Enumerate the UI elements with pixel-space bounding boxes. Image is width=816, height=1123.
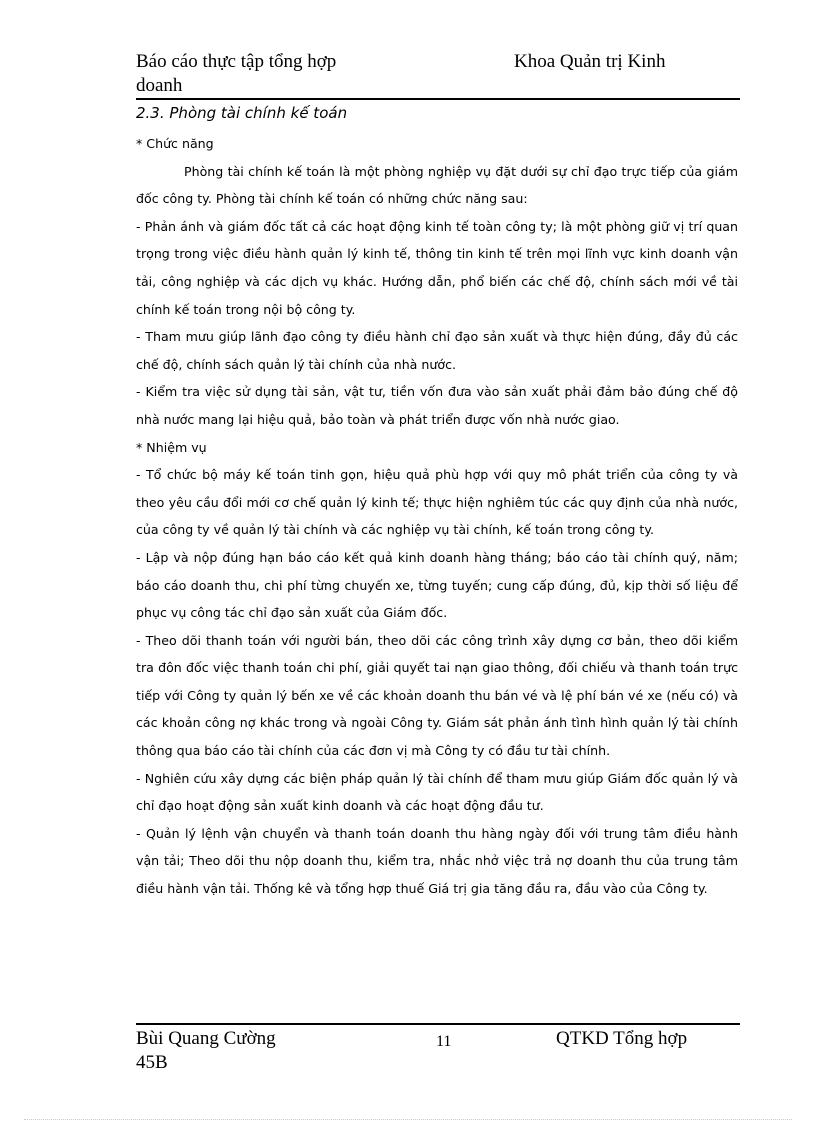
function-item-2: - Tham mưu giúp lãnh đạo công ty điều hành chỉ đạo sản xuất và thực hiện đúng, đầy đủ các chế độ, chính sách quản lý tài chính của nhà nước.	[136, 329, 738, 372]
report-title-line2: doanh	[136, 75, 183, 96]
page-body	[136, 101, 738, 903]
footer-author	[136, 1027, 336, 1075]
duty-item-3: - Theo dõi thanh toán với người bán, theo dõi các công trình xây dựng cơ bản, theo dõi kiểm tra đôn đốc việc thanh toán chi phí, giải quyết tai nạn giao thông, đối chiếu và thanh toán trực tiếp với Công ty quản lý bến xe về các khoản doanh thu bán vé và lệ phí bán vé xe (nếu có) và các khoản công nợ khác trong và ngoài Công ty. Giám sát phản ánh tình hình quản lý tài chính thông qua báo cáo tài chính của các đơn vị mà Công ty có đầu tư tài chính.	[136, 632, 738, 759]
function-item-1: - Phản ánh và giám đốc tất cả các hoạt động kinh tế toàn công ty; là một phòng giữ vị trí quan trọng trong việc điều hành quản lý kinh tế, thông tin kinh tế trên mọi lĩnh vực kinh doanh vận tải, công nghiệp và các dịch vụ khác. Hướng dẫn, phổ biến các chế độ, chính sách mới về tài chính kế toán trong nội bộ công ty.	[136, 218, 738, 317]
heading-function: * Chức năng	[136, 136, 214, 151]
report-title-line1: Báo cáo thực tập tổng hợp	[136, 51, 337, 72]
duty-item-1: - Tổ chức bộ máy kế toán tinh gọn, hiệu quả phù hợp với quy mô phát triển của công ty và theo yêu cầu đổi mới cơ chế quản lý kinh tế; thực hiện nghiêm túc các quy định của nhà nước, của công ty về quản lý tài chính và các nghiệp vụ tài chính, kế toán trong công ty.	[136, 467, 738, 538]
page-boundary	[24, 1119, 792, 1120]
intro-paragraph: Phòng tài chính kế toán là một phòng nghiệp vụ đặt dưới sự chỉ đạo trực tiếp của giám đốc công ty. Phòng tài chính kế toán có những chức năng sau:	[136, 163, 738, 207]
page-number: 11	[436, 1033, 452, 1050]
section-title: 2.3. Phòng tài chính kế toán	[136, 104, 348, 122]
heading-duties: * Nhiệm vụ	[136, 439, 207, 455]
header-left	[136, 50, 396, 98]
author-class: 45B	[136, 1052, 168, 1073]
header-divider	[136, 98, 740, 100]
duty-item-5: - Quản lý lệnh vận chuyển và thanh toán doanh thu hàng ngày đối với trung tâm điều hành vận tải; Theo dõi thu nộp doanh thu, kiểm tra, nhắc nhở việc trả nợ doanh thu của trung tâm điều hành vận tải. Thống kê và tổng hợp thuế Giá trị gia tăng đầu ra, đầu vào của Công ty.	[136, 825, 738, 897]
duty-item-2: - Lập và nộp đúng hạn báo cáo kết quả kinh doanh hàng tháng; báo cáo tài chính quý, năm; báo cáo doanh thu, chi phí từng chuyến xe, từng tuyến; cung cấp đúng, đủ, kịp thời số liệu để phục vụ công tác chỉ đạo sản xuất của Giám đốc.	[136, 549, 738, 621]
function-item-3: - Kiểm tra việc sử dụng tài sản, vật tư, tiền vốn đưa vào sản xuất phải đảm bảo đúng chế độ nhà nước mang lại hiệu quả, bảo toàn và phát triển được vốn nhà nước giao.	[136, 384, 738, 427]
footer-divider	[136, 1023, 740, 1025]
footer-major: QTKD Tổng hợp	[556, 1028, 688, 1049]
duty-item-4: - Nghiên cứu xây dựng các biện pháp quản lý tài chính để tham mưu giúp Giám đốc quản lý và chỉ đạo hoạt động sản xuất kinh doanh và các hoạt động đầu tư.	[136, 770, 738, 814]
author-name: Bùi Quang Cường	[136, 1028, 276, 1049]
faculty-name: Khoa Quản trị Kinh	[514, 51, 666, 72]
